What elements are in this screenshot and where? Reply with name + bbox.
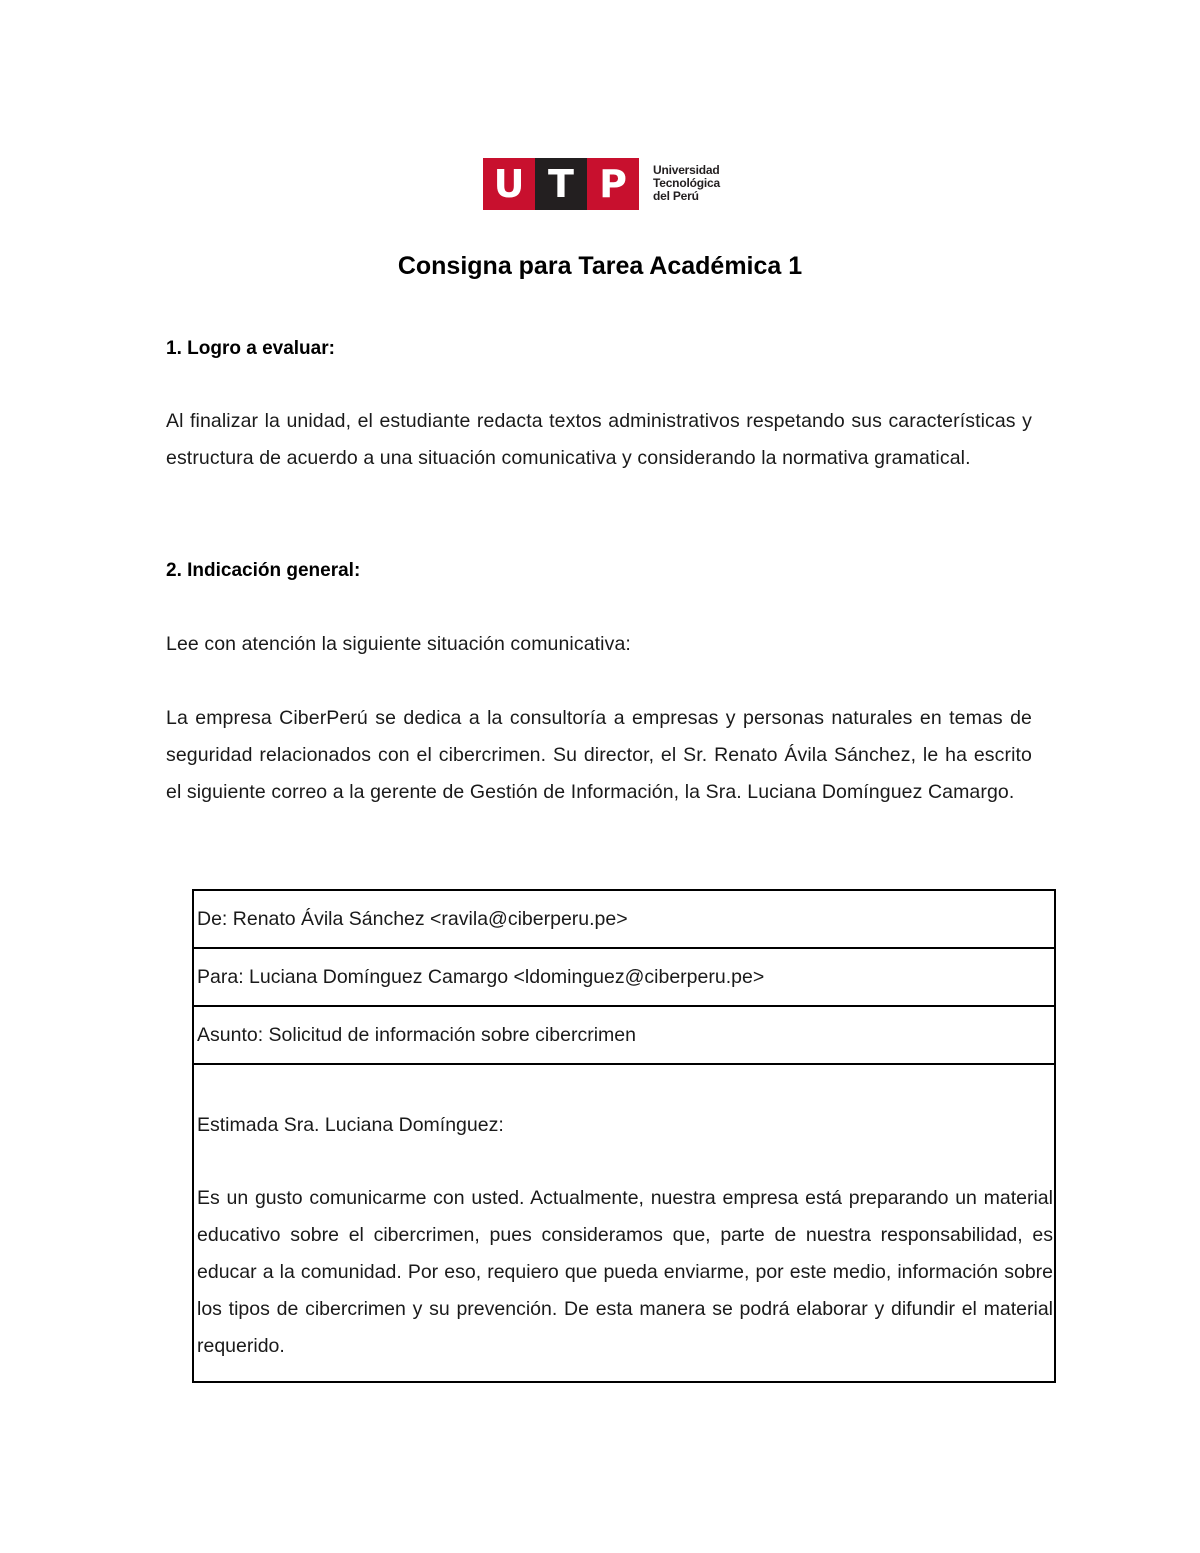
logo-name-line-2: Tecnológica <box>653 176 720 190</box>
section-2-intro: Lee con atención la siguiente situación comunicativa: <box>166 633 631 655</box>
section-2-text: La empresa CiberPerú se dedica a la consultoría a empresas y personas naturales en temas de seguridad relacionados con el cibercrimen. Su director, el Sr. Renato Ávila Sánchez, le ha escrito el siguiente correo a la gerente de Gestión de Información, la Sra. Luciana Domínguez Camargo. <box>166 707 1032 803</box>
logo-letter-p: P <box>587 158 639 210</box>
section-1-text: Al finalizar la unidad, el estudiante redacta textos administrativos respetando sus características y estructura de acuerdo a una situación comunicativa y considerando la normativa gramatical. <box>166 410 1032 469</box>
logo-name-line-1: Universidad <box>653 163 720 177</box>
email-body <box>194 1065 1054 1381</box>
email-body-text: Es un gusto comunicarme con usted. Actualmente, nuestra empresa está preparando un material educativo sobre el cibercrimen, pues consideramos que, parte de nuestra responsabilidad, es educar a la comunidad. Por eso, requiero que pueda enviarme, por este medio, información sobre los tipos de cibercrimen y su prevención. De esta manera se podrá elaborar y difundir el material requerido. <box>197 1187 1053 1357</box>
logo-letter-t: T <box>535 158 587 210</box>
email-from: De: Renato Ávila Sánchez <ravila@ciberperu.pe> <box>194 891 1054 949</box>
logo-name-line-3: del Perú <box>653 189 699 203</box>
logo-university-name <box>653 164 720 203</box>
section-1-heading: 1. Logro a evaluar: <box>166 338 335 359</box>
email-to: Para: Luciana Domínguez Camargo <ldominguez@ciberperu.pe> <box>194 949 1054 1007</box>
document-title: Consigna para Tarea Académica 1 <box>397 252 803 280</box>
logo-letter-u: U <box>483 158 535 210</box>
utp-logo <box>483 158 720 210</box>
email-greeting: Estimada Sra. Luciana Domínguez: <box>197 1114 504 1136</box>
section-2-heading: 2. Indicación general: <box>166 560 361 581</box>
email-subject: Asunto: Solicitud de información sobre cibercrimen <box>194 1007 1054 1065</box>
email-table <box>192 889 1056 1383</box>
